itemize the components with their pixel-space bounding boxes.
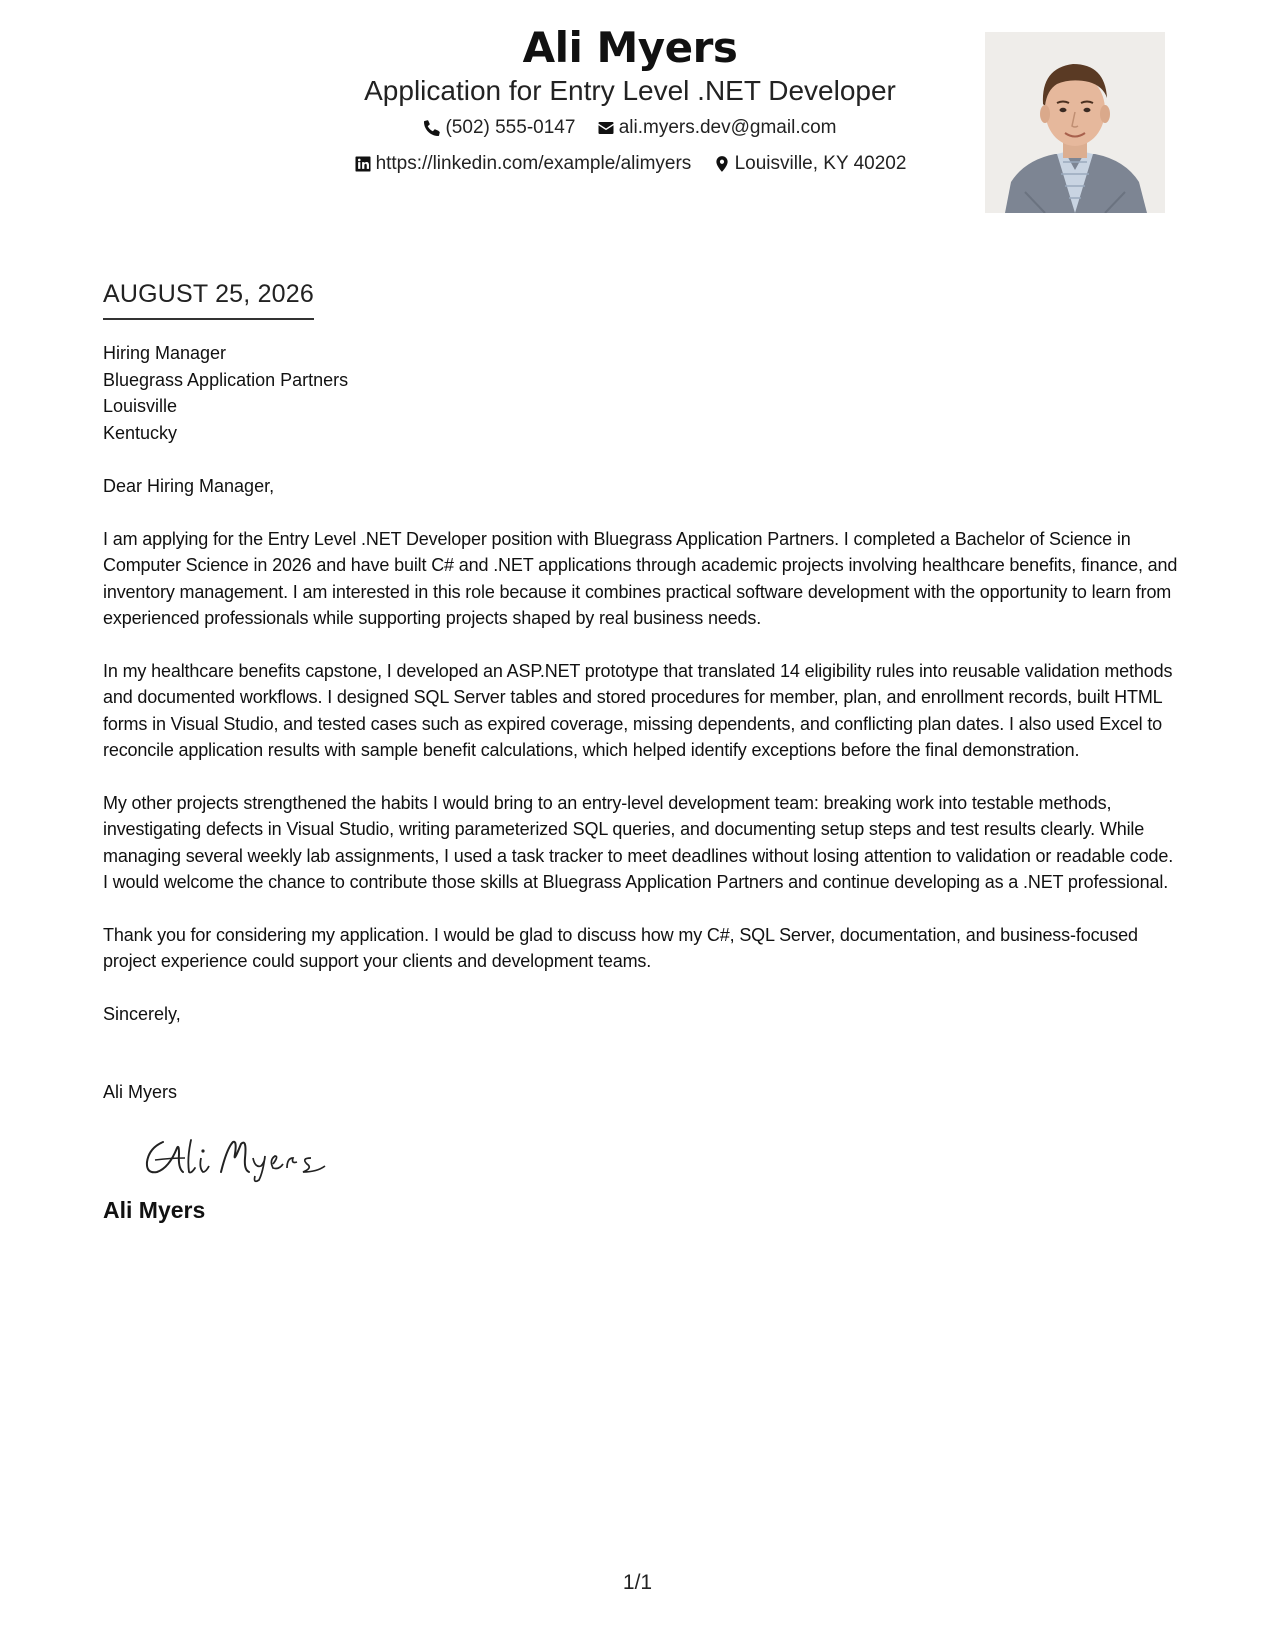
- email-contact: [597, 116, 837, 140]
- letter-header: [300, 22, 960, 180]
- linkedin-url[interactable]: https://linkedin.com/example/alimyers: [375, 153, 692, 174]
- linkedin-icon: [354, 155, 372, 173]
- envelope-icon: [597, 119, 615, 137]
- applicant-photo: [985, 32, 1165, 213]
- recipient-title: Hiring Manager: [103, 343, 227, 363]
- portrait-image: [985, 32, 1165, 213]
- recipient-city: Louisville: [103, 396, 178, 416]
- phone-icon: [423, 119, 441, 137]
- phone-contact: [423, 116, 575, 140]
- recipient-company: Bluegrass Application Partners: [103, 369, 349, 390]
- signature-image: [141, 1128, 331, 1184]
- paragraph-capstone: In my healthcare benefits capstone, I developed an ASP.NET prototype that translated 14 eligibility rules into reusable validation methods and documented workflows. I designed SQL Server tables and stored procedures for member, plan, and enrollment records, built HTML forms in Visual Studio, and tested cases such as expired coverage, missing dependents, and conflicting plan dates. I also used Excel to reconcile application results with sample benefit calculations, which helped identify exceptions before the final demonstration.: [103, 660, 1173, 760]
- contact-row-1: [300, 116, 960, 144]
- signature-name: Ali Myers: [103, 1196, 206, 1223]
- page-number: 1/1: [622, 1571, 653, 1594]
- applicant-name: Ali Myers: [522, 23, 738, 72]
- salutation: Dear Hiring Manager,: [103, 476, 275, 496]
- typed-name: Ali Myers: [103, 1082, 178, 1102]
- contact-row-2: [300, 152, 960, 180]
- recipient-block: [103, 340, 1178, 446]
- handwritten-signature: [141, 1128, 331, 1184]
- letter-body: [103, 278, 1178, 1224]
- location-contact: [713, 152, 907, 176]
- closing-phrase: Sincerely,: [103, 1003, 181, 1024]
- paragraph-intro: I am applying for the Entry Level .NET Developer position with Bluegrass Application Partners. I completed a Bachelor of Science in Computer Science in 2026 and have built C# and .NET applications through academic projects involving healthcare benefits, finance, and inventory management. I am interested in this role because it combines practical software development with the opportunity to learn from experienced professionals while supporting projects shaped by real business needs.: [103, 528, 1178, 628]
- email-address: ali.myers.dev@gmail.com: [618, 117, 837, 138]
- application-subtitle: Application for Entry Level .NET Developer: [364, 75, 896, 106]
- location-text: Louisville, KY 40202: [734, 153, 907, 174]
- recipient-state: Kentucky: [103, 422, 178, 443]
- linkedin-contact: [354, 152, 692, 176]
- phone-number: (502) 555-0147: [445, 117, 576, 138]
- map-pin-icon: [713, 155, 731, 173]
- paragraph-thanks: Thank you for considering my application. I would be glad to discuss how my C#, SQL Server, documentation, and business-focused project experience could support your clients and development teams.: [103, 924, 1138, 971]
- paragraph-projects: My other projects strengthened the habits I would bring to an entry-level development team: breaking work into testable methods, investigating defects in Visual Studio, writing parameterized SQL queries, and documenting setup steps and test results clearly. While managing several weekly lab assignments, I used a task tracker to meet deadlines without losing attention to validation or readable code. I would welcome the chance to contribute those skills at Bluegrass Application Partners and continue developing as a .NET professional.: [103, 792, 1174, 892]
- letter-date: AUGUST 25, 2026: [103, 278, 314, 320]
